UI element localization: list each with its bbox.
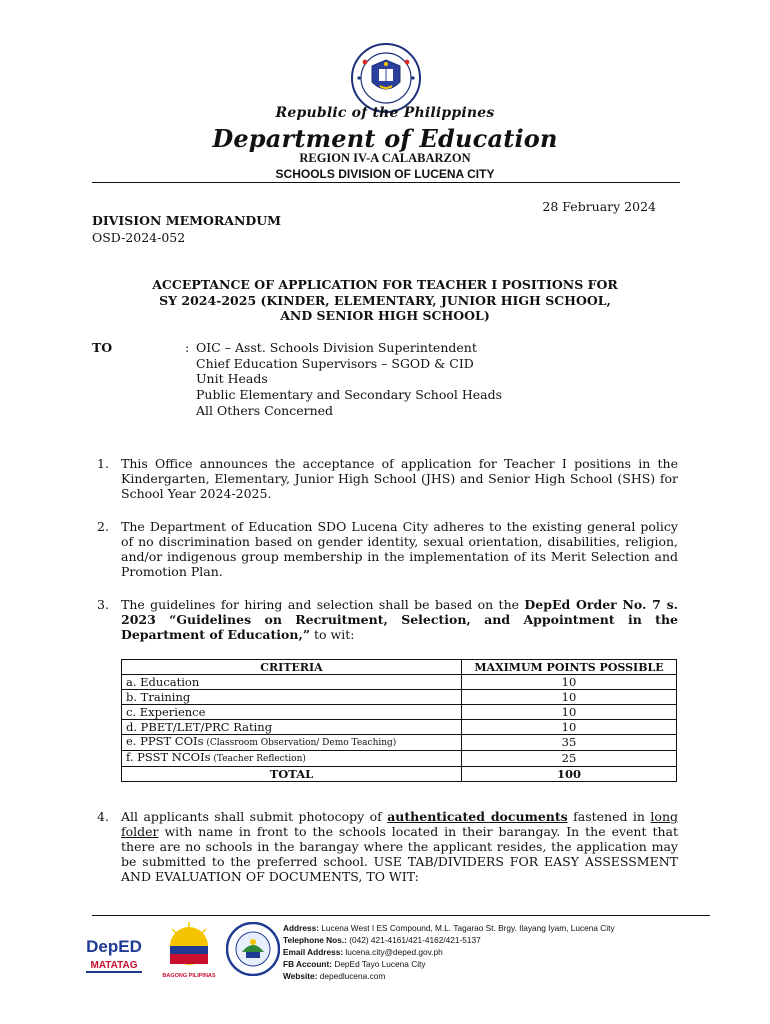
memo-subject: [130, 277, 640, 324]
criteria-header: CRITERIA: [122, 660, 462, 675]
recipient-item: Unit Heads: [196, 371, 268, 387]
website-value[interactable]: depedlucena.com: [319, 971, 386, 981]
subject-line: AND SENIOR HIGH SCHOOL): [280, 308, 490, 323]
table-row: [122, 690, 677, 705]
paragraph-text-end: with name in front to the schools located in their barangay. In the event that there are no schools in the barangay where the applicant resides, the application may be submitted to the preferred school. USE TAB/DIVIDERS FOR EASY ASSESSMENT AND EVALUATION OF DOCUMENTS, TO WIT:: [121, 824, 678, 884]
criteria-cell: [122, 705, 462, 720]
criteria-label: f. PSST NCOIs: [126, 750, 211, 764]
paragraph-text-middle: fastened in: [567, 809, 651, 824]
website-label: Website:: [283, 971, 318, 981]
contact-block: [283, 922, 615, 982]
republic-heading: Republic of the Philippines: [275, 105, 495, 121]
criteria-cell: [122, 690, 462, 705]
table-total-row: [122, 767, 677, 782]
division-heading: SCHOOLS DIVISION OF LUCENA CITY: [275, 167, 495, 181]
table-header-row: [122, 660, 677, 675]
fb-label: FB Account:: [283, 959, 333, 969]
paragraph-text-intro: All applicants shall submit photocopy of: [121, 809, 388, 824]
deped-seal-logo: [350, 42, 422, 114]
points-cell: 10: [462, 720, 677, 735]
points-cell: 10: [462, 705, 677, 720]
to-label: TO: [92, 340, 113, 355]
paragraph-text-intro: The guidelines for hiring and selection shall be based on the: [121, 597, 525, 612]
criteria-label: b. Training: [126, 689, 191, 704]
fb-line: [283, 958, 615, 970]
email-line: [283, 946, 615, 958]
table-row: [122, 705, 677, 720]
bagong-pilipinas-text: BAGONG PILIPINAS: [162, 973, 216, 979]
email-value[interactable]: lucena.city@deped.gov.ph: [345, 947, 443, 957]
total-points-cell: 100: [462, 767, 677, 782]
deped-logo-text: DepED: [86, 937, 142, 956]
paragraph-text: The Department of Education SDO Lucena City adheres to the existing general policy of no discrimination based on gender identity, sexual orientation, disabilities, religion, and/or indigenous group membership in the implementation of its Merit Selection and Promotion Plan.: [121, 519, 678, 579]
paragraph-text: [121, 597, 678, 642]
criteria-cell: [122, 675, 462, 690]
department-heading: Department of Education: [212, 124, 558, 153]
deped-matatag-logo: [78, 928, 150, 978]
criteria-label: d. PBET/LET/PRC Rating: [126, 719, 273, 734]
address-line: [283, 922, 615, 934]
telephone-line: [283, 934, 615, 946]
deped-order-reference: DepEd Order No. 7 s. 2023 “Guidelines on Recruitment, Selection, and Appointment in the Department of Education,”: [121, 597, 678, 642]
criteria-label: a. Education: [126, 674, 200, 689]
table-row: [122, 675, 677, 690]
paragraph-text: [121, 809, 678, 884]
criteria-table: [121, 659, 677, 782]
total-label-cell: TOTAL: [122, 767, 462, 782]
recipient-item: OIC – Asst. Schools Division Superintendent: [196, 340, 477, 355]
recipient-list: [196, 340, 502, 418]
table-row: [122, 720, 677, 735]
criteria-cell: [122, 735, 462, 751]
recipient-item: Public Elementary and Secondary School Heads: [196, 387, 503, 403]
recipient-item: Chief Education Supervisors – SGOD & CID: [196, 355, 474, 371]
table-row: [122, 751, 677, 767]
telephone-value: (042) 421-4161/421-4162/421-5137: [349, 935, 481, 945]
memo-number: OSD-2024-052: [92, 230, 186, 245]
points-cell: 10: [462, 690, 677, 705]
footer-divider: [92, 915, 710, 916]
table-row: [122, 735, 677, 751]
memo-title: DIVISION MEMORANDUM: [92, 213, 281, 228]
subject-line: SY 2024-2025 (KINDER, ELEMENTARY, JUNIOR HIGH SCHOOL,: [159, 292, 611, 308]
paragraph-text: This Office announces the acceptance of application for Teacher I positions in the Kindergarten, Elementary, Junior High School (JHS) and Senior High School (SHS) for School Year 2024-2025.: [121, 456, 678, 501]
points-cell: 25: [462, 751, 677, 767]
criteria-cell: [122, 751, 462, 767]
region-heading: REGION IV-A CALABARZON: [299, 151, 471, 165]
criteria-label: c. Experience: [126, 704, 206, 719]
paragraph-text-end: to wit:: [310, 627, 355, 642]
paragraph-number: 2.: [97, 519, 109, 534]
points-header: MAXIMUM POINTS POSSIBLE: [462, 660, 677, 675]
bagong-pilipinas-logo: [158, 920, 220, 982]
website-line: [283, 970, 615, 982]
points-cell: 35: [462, 735, 677, 751]
to-colon: :: [185, 340, 190, 355]
matatag-logo-text: MATATAG: [90, 960, 138, 971]
criteria-label: e. PPST COIs: [126, 734, 204, 748]
authenticated-documents-emphasis: authenticated documents: [387, 809, 568, 824]
criteria-note: (Classroom Observation/ Demo Teaching): [203, 738, 397, 748]
telephone-label: Telephone Nos.:: [283, 935, 347, 945]
subject-line: ACCEPTANCE OF APPLICATION FOR TEACHER I POSITIONS FOR: [152, 277, 618, 292]
header-divider: [92, 182, 680, 183]
paragraph-number: 1.: [97, 456, 109, 471]
criteria-note: (Teacher Reflection): [210, 754, 306, 764]
criteria-cell: [122, 720, 462, 735]
address-value: Lucena West I ES Compound, M.L. Tagarao St. Brgy. Ilayang Iyam, Lucena City: [321, 923, 615, 933]
email-label: Email Address:: [283, 947, 344, 957]
fb-value[interactable]: DepEd Tayo Lucena City: [334, 959, 426, 969]
address-label: Address:: [283, 923, 319, 933]
points-cell: 10: [462, 675, 677, 690]
sdo-lucena-seal: [226, 922, 280, 976]
recipient-item: All Others Concerned: [196, 402, 334, 418]
paragraph-number: 4.: [97, 809, 109, 824]
memo-date: 28 February 2024: [542, 199, 656, 214]
paragraph-number: 3.: [97, 597, 109, 612]
long-folder-emphasis: long folder: [121, 809, 678, 839]
